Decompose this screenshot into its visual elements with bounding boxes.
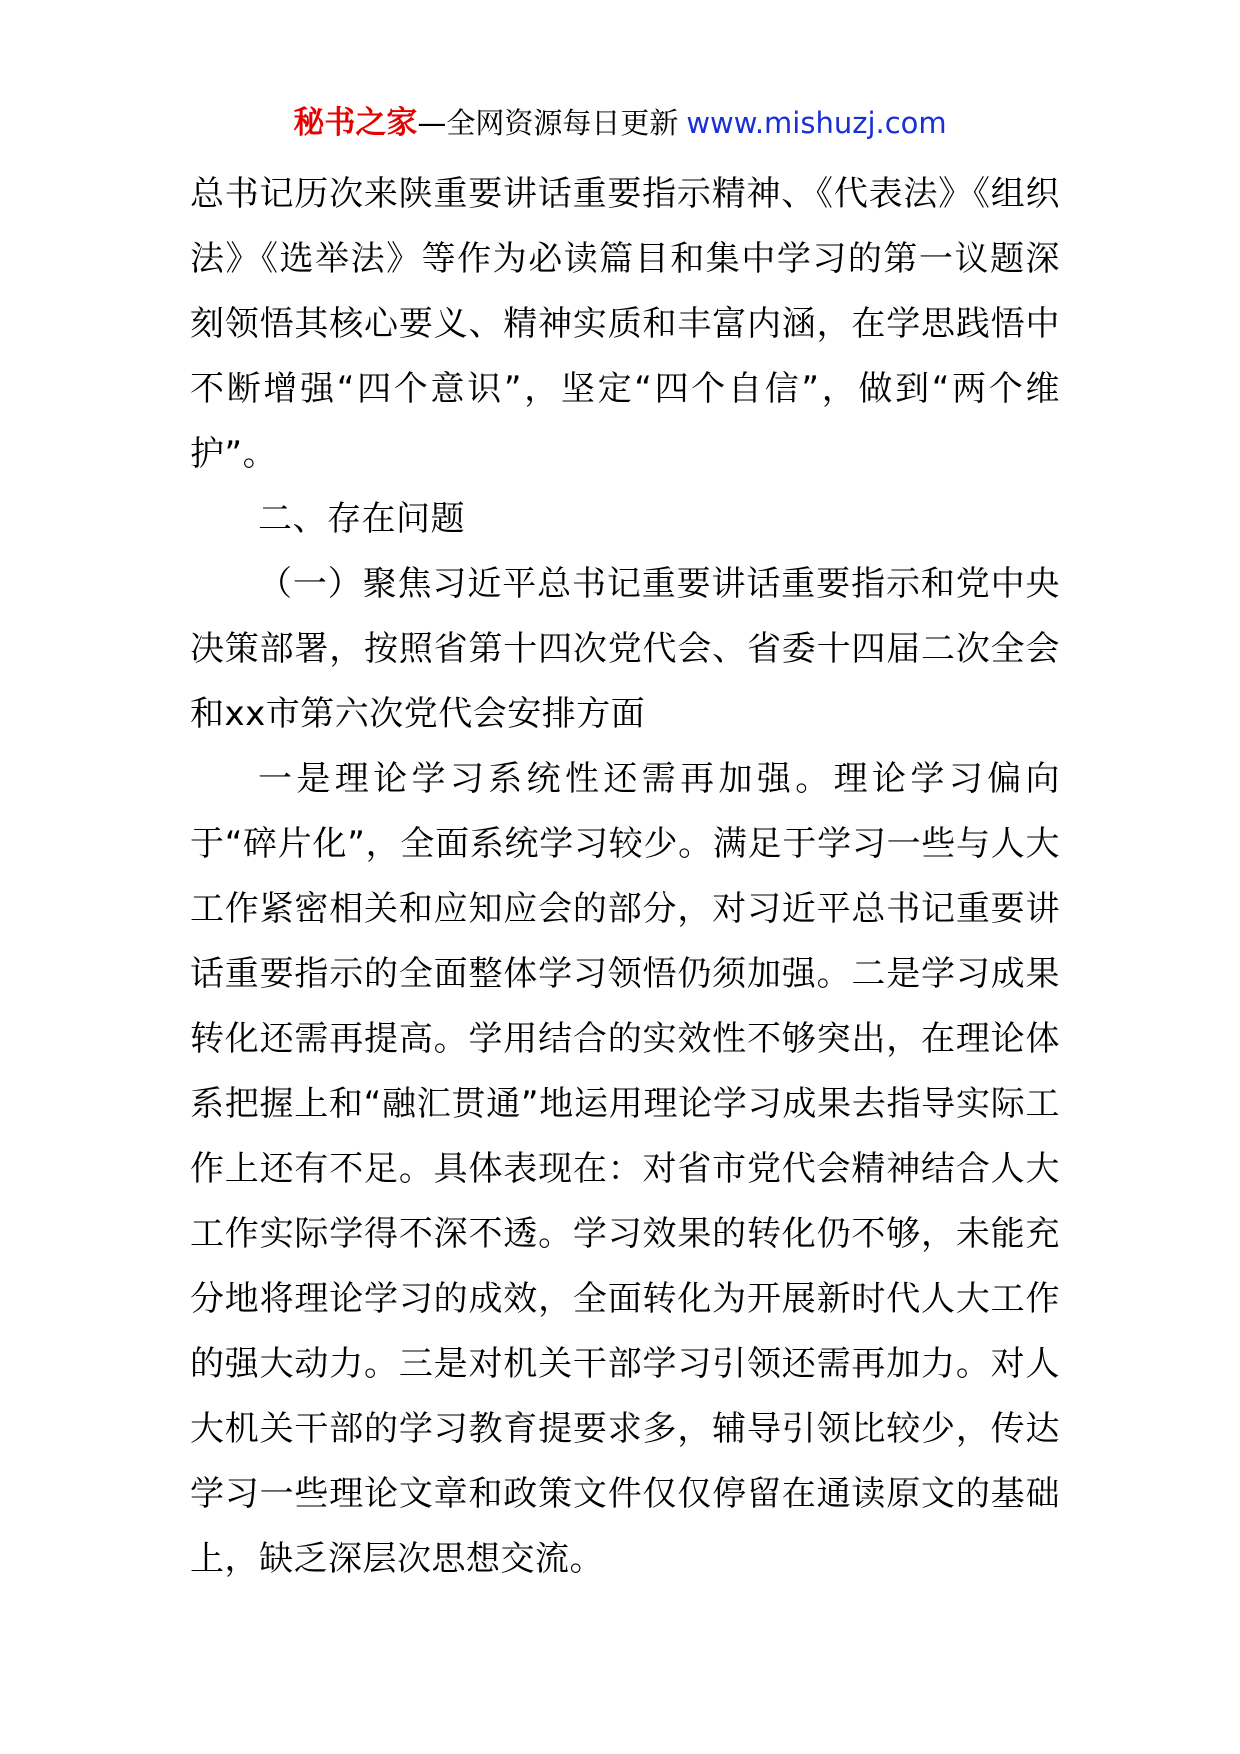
brand-name: 秘书之家 — [293, 105, 418, 141]
site-url-link[interactable]: www.mishuzj.com — [686, 106, 947, 140]
subsection-heading: （一）聚焦习近平总书记重要讲话重要指示和党中央决策部署，按照省第十四次党代会、省委十四届二次全会和xx市第六次党代会安排方面 — [190, 564, 1060, 734]
section-heading: 二、存在问题 — [258, 499, 465, 539]
paragraph-problems: 一是理论学习系统性还需再加强。理论学习偏向于“碎片化”，全面系统学习较少。满足于学习一些与人大工作紧密相关和应知应会的部分，对习近平总书记重要讲话重要指示的全面整体学习领悟仍须加强。二是学习成果转化还需再提高。学用结合的实效性不够突出，在理论体系把握上和“融汇贯通”地运用理论学习成果去指导实际工作上还有不足。具体表现在：对省市党代会精神结合人大工作实际学得不深不透。学习效果的转化仍不够，未能充分地将理论学习的成效，全面转化为开展新时代人大工作的强大动力。三是对机关干部学习引领还需再加力。对人大机关干部的学习教育提要求多，辅导引领比较少，传达学习一些理论文章和政策文件仅仅停留在通读原文的基础上，缺乏深层次思想交流。 — [190, 759, 1060, 1579]
header-tagline: —全网资源每日更新 — [417, 106, 679, 140]
paragraph-continued: 总书记历次来陕重要讲话重要指示精神、《代表法》《组织法》《选举法》等作为必读篇目和集中学习的第一议题深刻领悟其核心要义、精神实质和丰富内涵，在学思践悟中不断增强“四个意识”，坚定“四个自信”，做到“两个维护”。 — [190, 174, 1060, 474]
page-header — [0, 103, 1240, 143]
document-body — [190, 162, 1060, 1592]
